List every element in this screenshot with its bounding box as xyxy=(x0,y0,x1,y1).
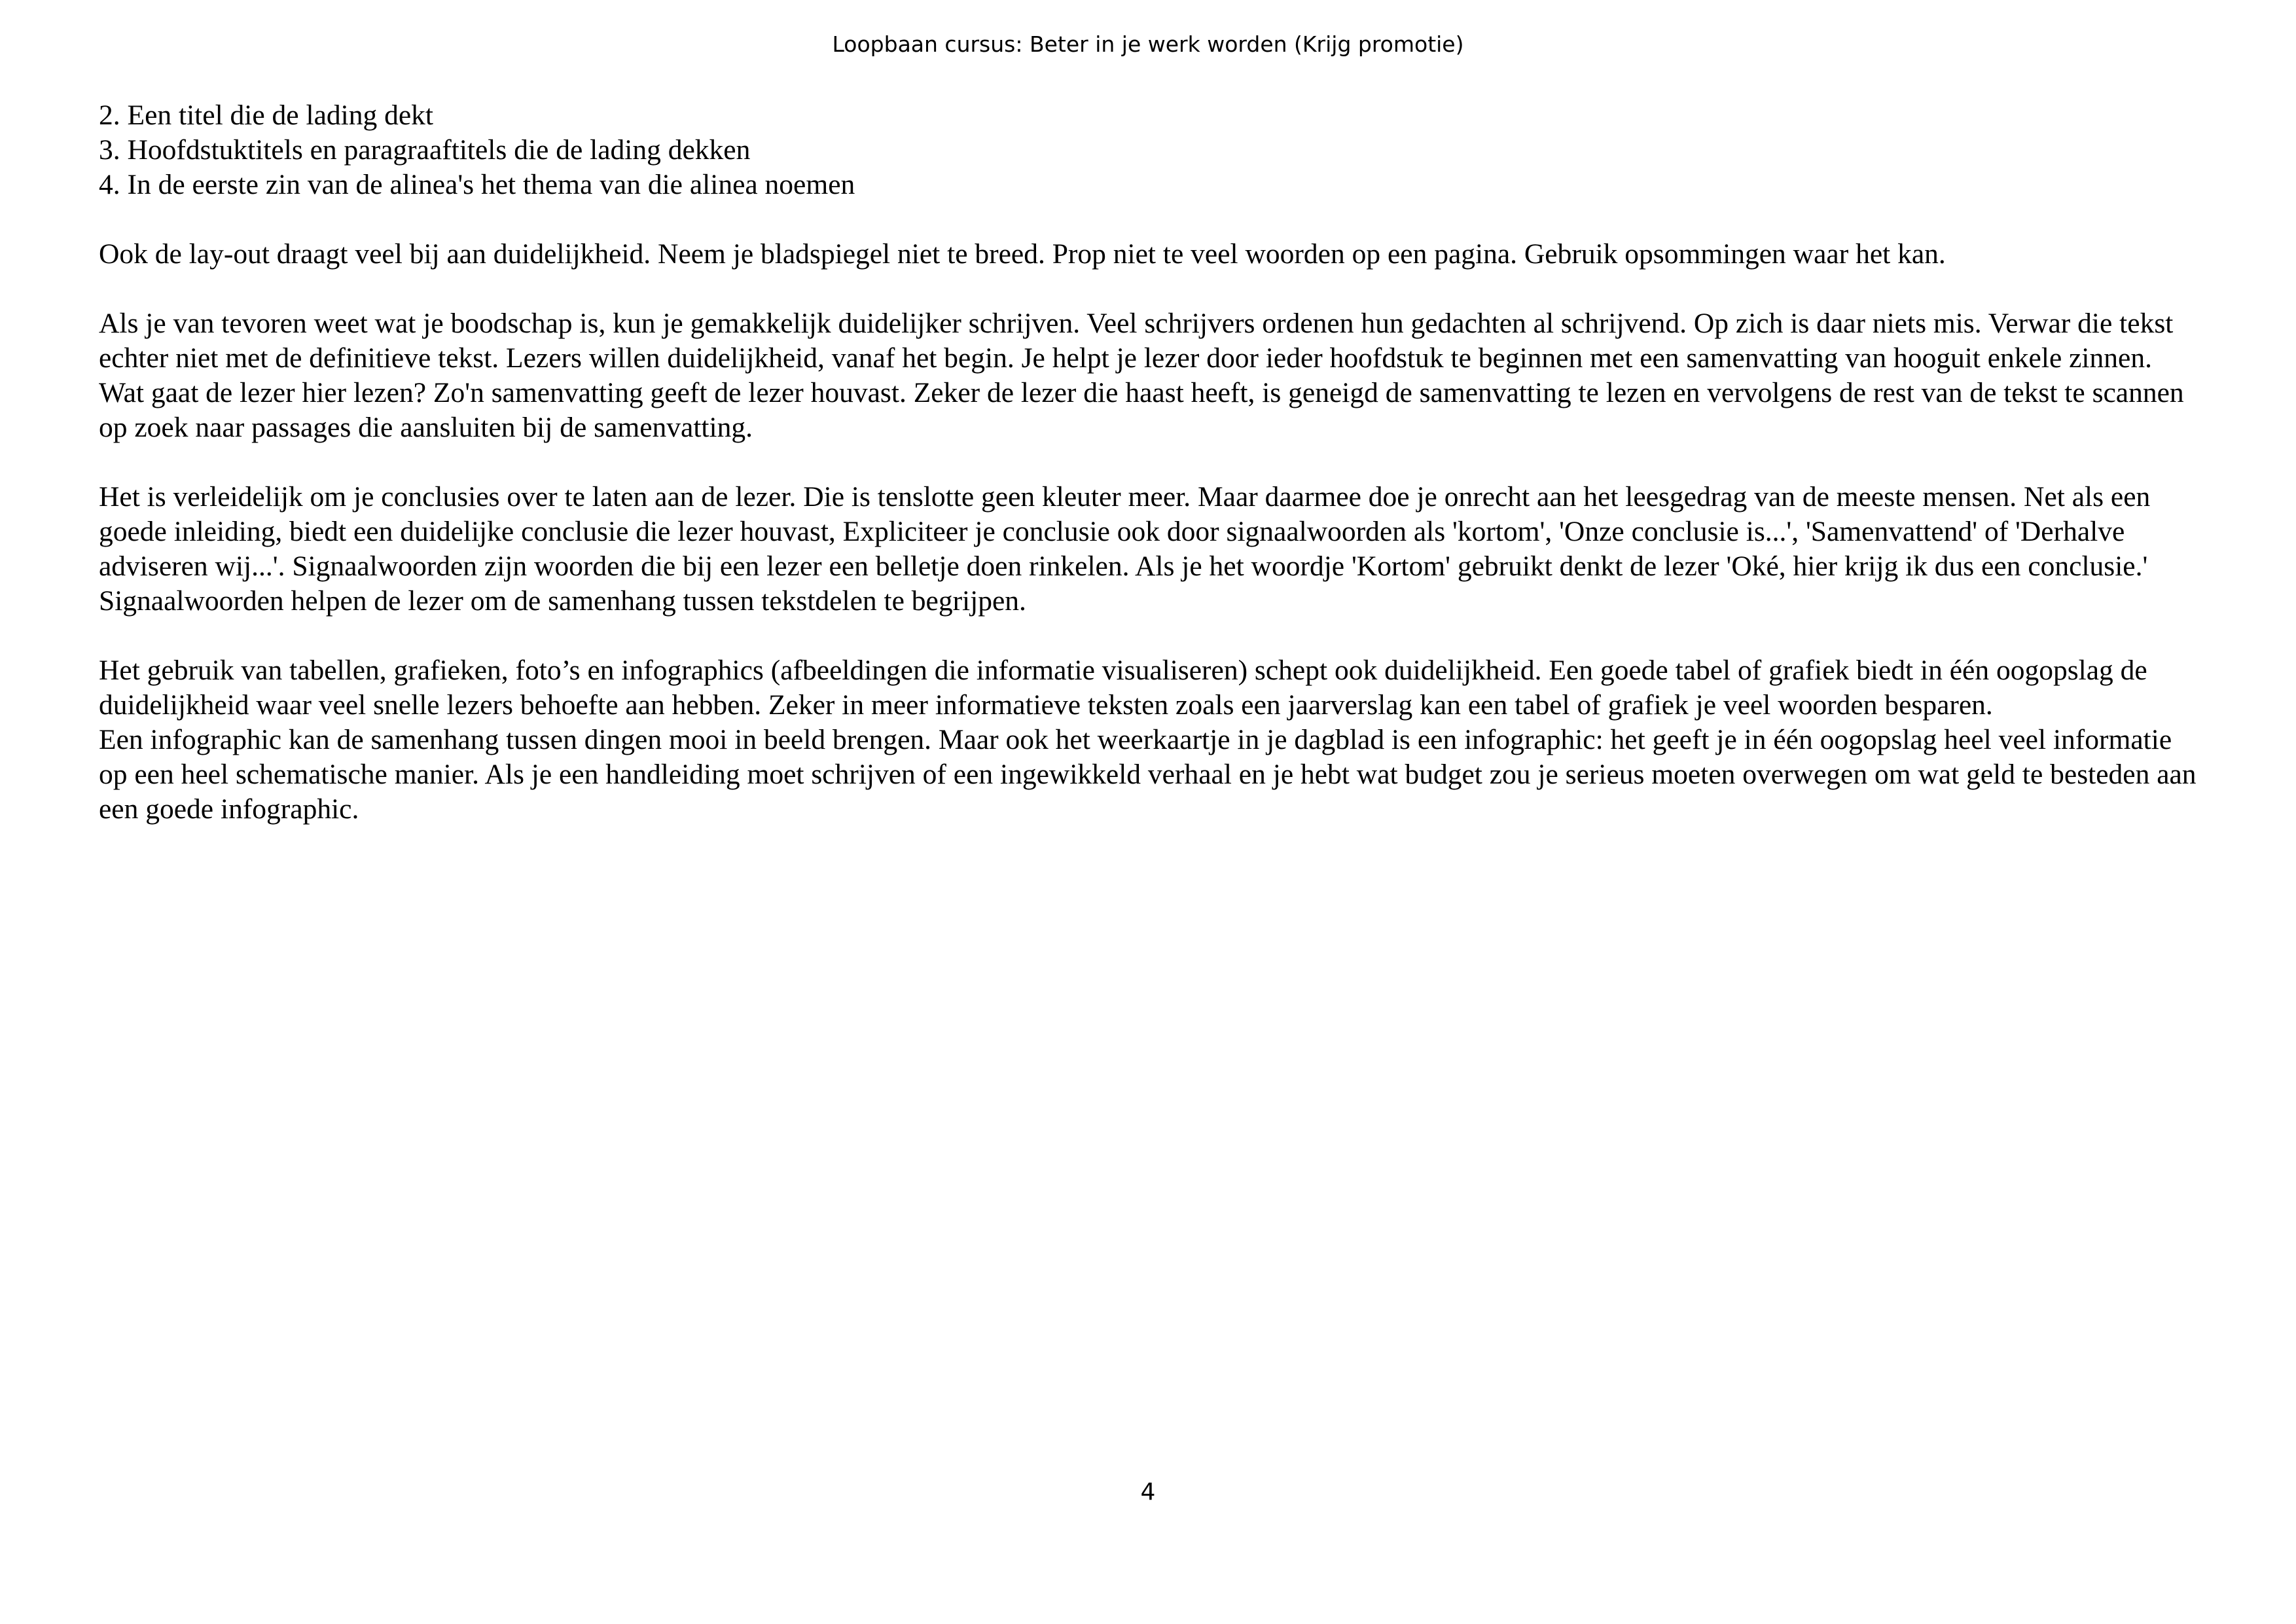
paragraph-infographic: Een infographic kan de samenhang tussen dingen mooi in beeld brengen. Maar ook het weerkaartje in je dagblad is een infographic: het geeft je in één oogopslag heel veel informatie op een heel schematische manier. Als je een handleiding moet schrijven of een ingewikkeld verhaal en je hebt wat budget zou je serieus moeten overwegen om wat geld te besteden aan een goede infographic. xyxy=(99,724,2197,825)
document-body xyxy=(99,98,2200,827)
paragraph-message: Als je van tevoren weet wat je boodschap is, kun je gemakkelijk duidelijker schrijven. Veel schrijvers ordenen hun gedachten al schrijvend. Op zich is daar niets mis. Verwar die tekst echter niet met de definitieve tekst. Lezers willen duidelijkheid, vanaf het begin. Je helpt je lezer door ieder hoofdstuk te beginnen met een samenvatting van hooguit enkele zinnen. Wat gaat de lezer hier lezen? Zo'n samenvatting geeft de lezer houvast. Zeker de lezer die haast heeft, is geneigd de samenvatting te lezen en vervolgens de rest van de tekst te scannen op zoek naar passages die aansluiten bij de samenvatting. xyxy=(99,308,2184,443)
list-item: 4. In de eerste zin van de alinea's het thema van die alinea noemen xyxy=(99,169,855,200)
paragraph-conclusions: Het is verleidelijk om je conclusies over te laten aan de lezer. Die is tenslotte geen kleuter meer. Maar daarmee doe je onrecht aan het leesgedrag van de meeste mensen. Net als een goede inleiding, biedt een duidelijke conclusie die lezer houvast, Expliciteer je conclusie ook door signaalwoorden als 'kortom', 'Onze conclusie is...', 'Samenvattend' of 'Derhalve adviseren wij...'. Signaalwoorden zijn woorden die bij een lezer een belletje doen rinkelen. Als je het woordje 'Kortom' gebruikt denkt de lezer 'Oké, hier krijg ik dus een conclusie.' Signaalwoorden helpen de lezer om de samenhang tussen tekstdelen te begrijpen. xyxy=(99,481,2151,617)
list-item: 3. Hoofdstuktitels en paragraaftitels die de lading dekken xyxy=(99,134,751,166)
paragraph-visuals: Het gebruik van tabellen, grafieken, foto’s en infographics (afbeeldingen die informatie visualiseren) schept ook duidelijkheid. Een goede tabel of grafiek biedt in één oogopslag de duidelijkheid waar veel snelle lezers behoefte aan hebben. Zeker in meer informatieve teksten zoals een jaarverslag kan een tabel of grafiek je veel woorden besparen. xyxy=(99,655,2147,721)
running-header: Loopbaan cursus: Beter in je werk worden (Krijg promotie) xyxy=(832,31,1464,57)
page-number: 4 xyxy=(1140,1479,1156,1506)
list-item: 2. Een titel die de lading dekt xyxy=(99,99,433,131)
numbered-list xyxy=(99,98,2200,202)
paragraph-layout: Ook de lay-out draagt veel bij aan duidelijkheid. Neem je bladspiegel niet te breed. Prop niet te veel woorden op een pagina. Gebruik opsommingen waar het kan. xyxy=(99,238,1946,270)
